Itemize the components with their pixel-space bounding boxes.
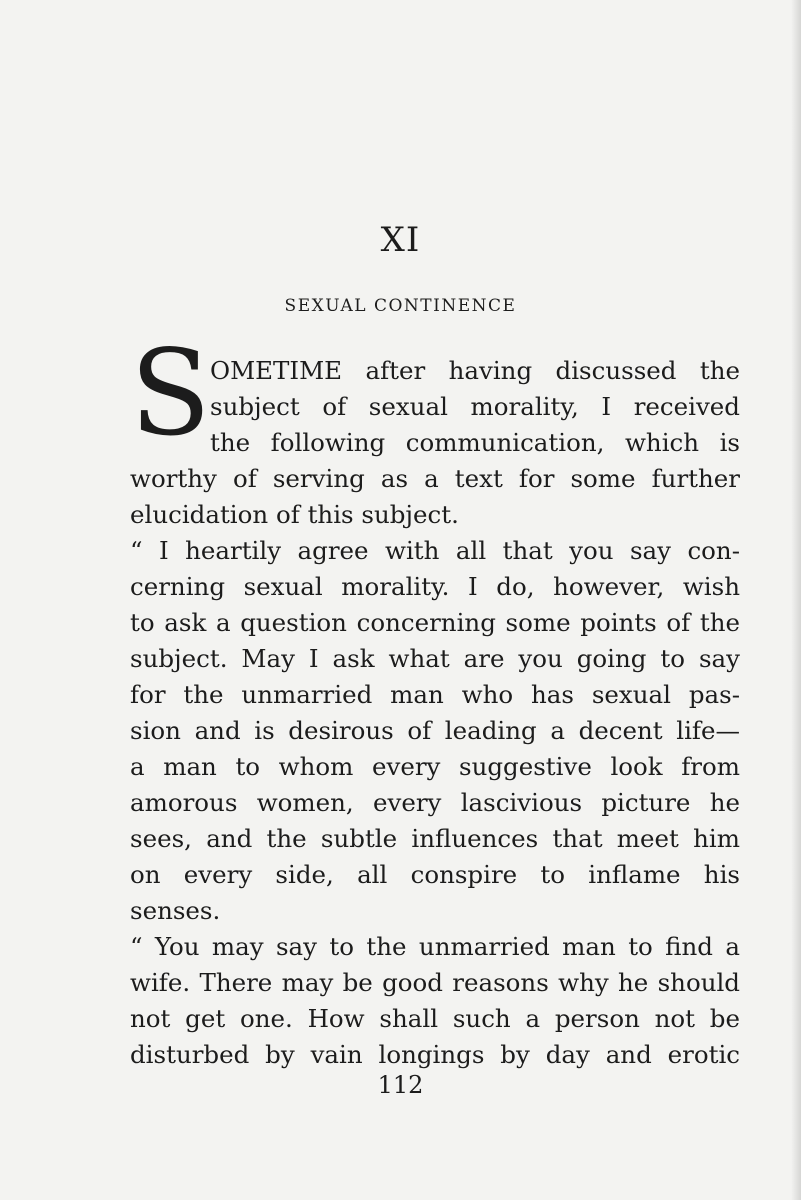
page-edge-shadow (791, 0, 801, 1200)
drop-cap: S (130, 324, 211, 462)
text-line: wife. There may be good reasons why he should (130, 968, 740, 997)
text-line: for the unmarried man who has sexual pas- (130, 680, 740, 709)
text-line: not get one. How shall such a person not be (130, 1004, 740, 1033)
page-number: 112 (377, 1071, 424, 1099)
chapter-title: SEXUAL CONTINENCE (284, 296, 517, 316)
text-line: cerning sexual morality. I do, however, wish (130, 572, 740, 601)
chapter-number: XI (380, 220, 421, 260)
text-line: the following communication, which is (210, 428, 740, 457)
text-line: sees, and the subtle influences that meet him (130, 824, 740, 853)
text-line: sion and is desirous of leading a decent life— (130, 716, 740, 745)
text-line: on every side, all conspire to inflame his (130, 860, 740, 889)
text-line: OMETIME after having discussed the (210, 356, 740, 385)
text-line: subject. May I ask what are you going to say (130, 644, 740, 673)
text-line: subject of sexual morality, I received (210, 392, 740, 421)
text-line: senses. (130, 896, 221, 925)
text-line: elucidation of this subject. (130, 500, 459, 529)
text-line: “ You may say to the unmarried man to find a (130, 932, 740, 961)
text-line: disturbed by vain longings by day and erotic (130, 1040, 740, 1069)
text-line: to ask a question concerning some points of the (130, 608, 740, 637)
text-line: amorous women, every lascivious picture he (130, 788, 740, 817)
text-line: a man to whom every suggestive look from (130, 752, 740, 781)
text-line: “ I heartily agree with all that you say con- (130, 536, 740, 565)
text-line: worthy of serving as a text for some further (130, 464, 740, 493)
